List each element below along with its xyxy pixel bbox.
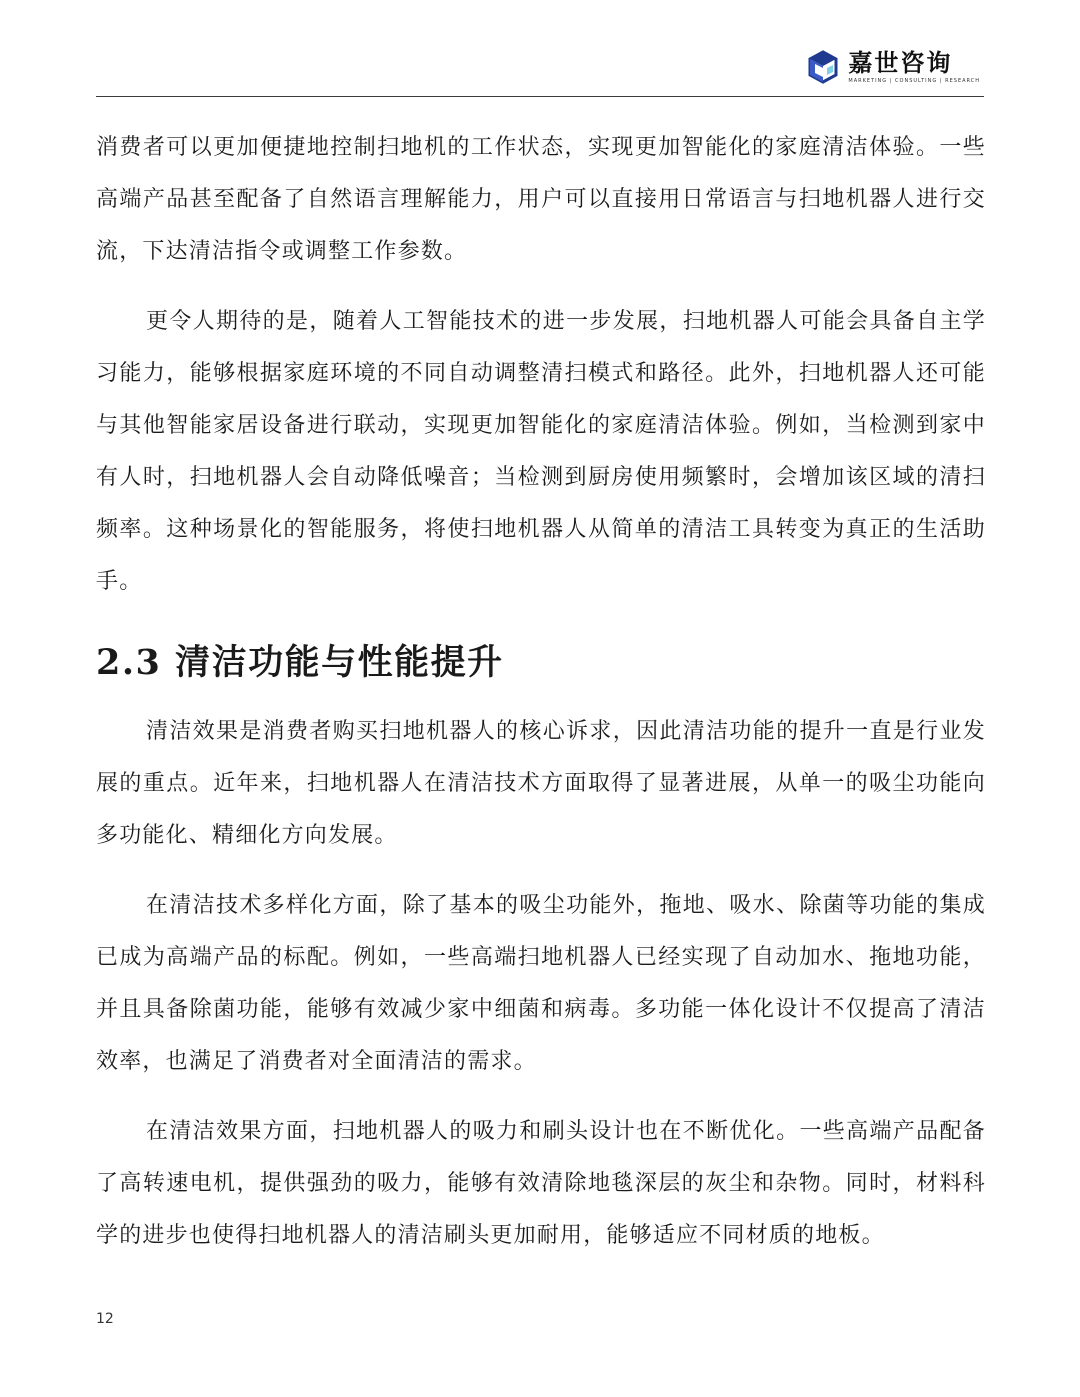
paragraph-3: 清洁效果是消费者购买扫地机器人的核心诉求，因此清洁功能的提升一直是行业发展的重点。近年来，扫地机器人在清洁技术方面取得了显著进展，从单一的吸尘功能向多功能化、精细化方向发展。 <box>96 719 986 848</box>
logo-mark-icon <box>806 50 840 84</box>
page-number: 12 <box>96 1311 114 1327</box>
paragraph-5: 在清洁效果方面，扫地机器人的吸力和刷头设计也在不断优化。一些高端产品配备了高转速电机，提供强劲的吸力，能够有效清除地毯深层的灰尘和杂物。同时，材料科学的进步也使得扫地机器人的清洁刷头更加耐用，能够适应不同材质的地板。 <box>96 1119 986 1248</box>
paragraph-4: 在清洁技术多样化方面，除了基本的吸尘功能外，拖地、吸水、除菌等功能的集成已成为高端产品的标配。例如，一些高端扫地机器人已经实现了自动加水、拖地功能，并且具备除菌功能，能够有效减少家中细菌和病毒。多功能一体化设计不仅提高了清洁效率，也满足了消费者对全面清洁的需求。 <box>96 893 986 1074</box>
page-content <box>96 122 986 1280</box>
logo-chinese-text: 嘉世咨询 <box>848 49 953 77</box>
company-logo <box>806 46 980 88</box>
page-header <box>96 38 984 97</box>
paragraph-2: 更令人期待的是，随着人工智能技术的进一步发展，扫地机器人可能会具备自主学习能力，能够根据家庭环境的不同自动调整清扫模式和路径。此外，扫地机器人还可能与其他智能家居设备进行联动，实现更加智能化的家庭清洁体验。例如，当检测到家中有人时，扫地机器人会自动降低噪音；当检测到厨房使用频繁时，会增加该区域的清扫频率。这种场景化的智能服务，将使扫地机器人从简单的清洁工具转变为真正的生活助手。 <box>96 309 986 594</box>
logo-english-text: MARKETING | CONSULTING | RESEARCH <box>848 78 980 84</box>
section-title: 2.3 清洁功能与性能提升 <box>96 642 504 683</box>
paragraph-1: 消费者可以更加便捷地控制扫地机的工作状态，实现更加智能化的家庭清洁体验。一些高端产品甚至配备了自然语言理解能力，用户可以直接用日常语言与扫地机器人进行交流，下达清洁指令或调整工作参数。 <box>96 135 986 264</box>
